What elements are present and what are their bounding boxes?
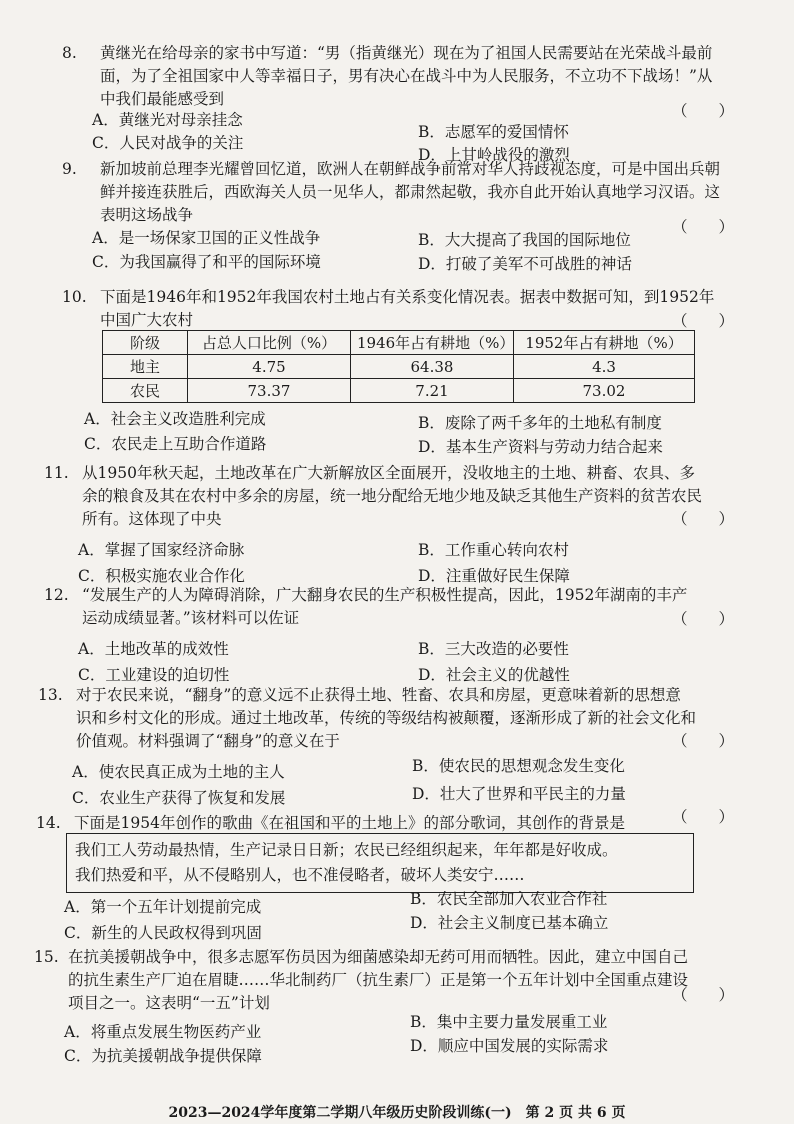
question-stem: 在抗美援朝战争中，很多志愿军伤员因为细菌感染却无药可用而牺牲。因此，建立中国自己 的抗生素生产厂迫在眉睫……华北制药厂（抗生素厂）正是第一个五年计划中全国重点建设 项目之一。这表明“一五”计划 xyxy=(68,948,689,1012)
option-b[interactable]: B．工作重心转向农村 xyxy=(418,541,569,559)
options xyxy=(64,111,744,164)
answer-blank[interactable]: （ ） xyxy=(671,732,734,750)
question-stem: “发展生产的人为障碍消除，广大翻身农民的生产积极性提高，因此，1952年湖南的丰产 运动成绩显著。”该材料可以佐证 xyxy=(82,586,688,627)
question-number: 12. xyxy=(44,586,69,604)
options xyxy=(64,753,744,807)
table-header: 1946年占有耕地（%） xyxy=(351,331,514,355)
option-b[interactable]: B．志愿军的爱国情怀 xyxy=(418,123,569,141)
option-a[interactable]: A．土地改革的成效性 xyxy=(78,640,229,658)
option-d[interactable]: D．壮大了世界和平民主的力量 xyxy=(412,785,626,803)
question-11 xyxy=(44,462,744,585)
option-c[interactable]: C．为我国赢得了和平的国际环境 xyxy=(92,253,321,271)
table-cell: 64.38 xyxy=(351,355,514,379)
question-8 xyxy=(62,42,744,164)
options xyxy=(64,890,744,948)
question-stem: 从1950年秋天起，土地改革在广大新解放区全面展开，没收地主的土地、耕畜、农具、多 余的粮食及其在农村中多余的房屋，统一地分配给无地少地及缺乏其他生产资料的贫苦农民 所有。这体现了中央 xyxy=(82,464,703,528)
question-13 xyxy=(38,684,744,807)
question-stem: 对于农民来说，“翻身”的意义远不止获得土地、牲畜、农具和房屋，更意味着新的思想意 识和乡村文化的形成。通过土地改革，传统的等级结构被颠覆，逐渐形成了新的社会文化和 价值观。材料强调了“翻身”的意义在于 xyxy=(76,686,697,750)
table-cell: 农民 xyxy=(103,379,188,403)
option-a[interactable]: A．社会主义改造胜利完成 xyxy=(84,410,266,428)
question-14 xyxy=(36,808,744,835)
option-c[interactable]: C．农业生产获得了恢复和发展 xyxy=(72,789,286,807)
question-14-options xyxy=(64,890,744,948)
question-number: 15. xyxy=(34,948,59,966)
question-number: 11. xyxy=(44,464,69,482)
option-d[interactable]: D．社会主义制度已基本确立 xyxy=(410,914,609,932)
table-header: 1952年占有耕地（%） xyxy=(514,331,695,355)
option-b[interactable]: B．三大改造的必要性 xyxy=(418,640,569,658)
question-10-options xyxy=(64,408,744,456)
question-9 xyxy=(64,158,744,275)
options xyxy=(64,531,744,585)
option-b[interactable]: B．集中主要力量发展重工业 xyxy=(410,1013,608,1031)
option-a[interactable]: A．将重点发展生物医药产业 xyxy=(64,1023,262,1041)
page-footer: 2023—2024学年度第二学期八年级历史阶段训练(一) 第 2 页 共 6 页 xyxy=(168,1105,626,1121)
option-a[interactable]: A．掌握了国家经济命脉 xyxy=(78,541,245,559)
question-number: 9. xyxy=(62,160,77,178)
question-10 xyxy=(64,286,744,332)
table-cell: 4.3 xyxy=(514,355,695,379)
option-c[interactable]: C．工业建设的迫切性 xyxy=(78,666,230,684)
option-c[interactable]: C．人民对战争的关注 xyxy=(92,134,244,152)
answer-blank[interactable]: （ ） xyxy=(671,510,734,528)
option-a[interactable]: A．黄继光对母亲挂念 xyxy=(92,111,243,129)
question-15 xyxy=(34,946,744,1069)
table-cell: 73.37 xyxy=(188,379,351,403)
option-d[interactable]: D．注重做好民生保障 xyxy=(418,567,570,585)
table-cell: 73.02 xyxy=(514,379,695,403)
answer-blank[interactable]: （ ） xyxy=(671,218,734,236)
land-ownership-table xyxy=(102,330,695,403)
table-header: 阶级 xyxy=(103,331,188,355)
table-row xyxy=(103,355,695,379)
answer-blank[interactable]: （ ） xyxy=(671,610,734,628)
table-row xyxy=(103,379,695,403)
table-cell: 4.75 xyxy=(188,355,351,379)
option-c[interactable]: C．农民走上互助合作道路 xyxy=(84,435,267,453)
table-header-row xyxy=(103,331,695,355)
answer-blank[interactable]: （ ） xyxy=(671,808,734,826)
lyric-line: 我们工人劳动最热情，生产记录日日新；农民已经组织起来，年年都是好收成。 xyxy=(75,841,618,859)
question-number: 8. xyxy=(62,44,77,62)
answer-blank[interactable]: （ ） xyxy=(671,312,734,330)
table-cell: 7.21 xyxy=(351,379,514,403)
option-d[interactable]: D．基本生产资料与劳动力结合起来 xyxy=(418,438,663,456)
lyric-line: 我们热爱和平，从不侵略别人，也不准侵略者，破坏人类安宁…… xyxy=(75,866,525,884)
question-number: 14. xyxy=(36,814,61,832)
option-d[interactable]: D．上甘岭战役的激烈 xyxy=(418,146,570,164)
option-a[interactable]: A．使农民真正成为土地的主人 xyxy=(72,763,285,781)
question-number: 10. xyxy=(62,288,87,306)
question-number: 13. xyxy=(38,686,63,704)
option-b[interactable]: B．废除了两千多年的土地私有制度 xyxy=(418,414,662,432)
option-b[interactable]: B．大大提高了我国的国际地位 xyxy=(418,231,631,249)
option-c[interactable]: C．新生的人民政权得到巩固 xyxy=(64,924,262,942)
option-d[interactable]: D．打破了美军不可战胜的神话 xyxy=(418,255,632,273)
table-header: 占总人口比例（%） xyxy=(188,331,351,355)
answer-blank[interactable]: （ ） xyxy=(671,102,734,120)
options xyxy=(64,1015,744,1069)
option-a[interactable]: A．是一场保家卫国的正义性战争 xyxy=(92,229,321,247)
option-b[interactable]: B．使农民的思想观念发生变化 xyxy=(412,757,625,775)
question-12 xyxy=(44,584,744,684)
options xyxy=(64,408,744,456)
option-c[interactable]: C．积极实施农业合作化 xyxy=(78,567,245,585)
question-stem: 黄继光在给母亲的家书中写道：“男（指黄继光）现在为了祖国人民需要站在光荣战斗最前 面，为了全祖国家中人等幸福日子，男有决心在战斗中为人民服务，不立功不下战场！”从 中我们最能感受到 xyxy=(100,44,713,108)
question-stem: 新加坡前总理李光耀曾回忆道，欧洲人在朝鲜战争前常对华人持歧视态度，可是中国出兵朝 鲜并接连获胜后，西欧海关人员一见华人，都肃然起敬，我亦自此开始认真地学习汉语。这 表明这场战争 xyxy=(100,160,721,224)
option-c[interactable]: C．为抗美援朝战争提供保障 xyxy=(64,1047,262,1065)
options xyxy=(64,227,744,275)
question-stem: 下面是1954年创作的歌曲《在祖国和平的土地上》的部分歌词，其创作的背景是 xyxy=(74,814,625,832)
answer-blank[interactable]: （ ） xyxy=(671,986,734,1004)
option-d[interactable]: D．社会主义的优越性 xyxy=(418,666,570,684)
option-a[interactable]: A．第一个五年计划提前完成 xyxy=(64,898,262,916)
option-d[interactable]: D．顺应中国发展的实际需求 xyxy=(410,1037,609,1055)
lyrics-box xyxy=(66,833,694,893)
option-b[interactable]: B．农民全部加入农业合作社 xyxy=(410,890,608,908)
options xyxy=(64,630,744,684)
table-cell: 地主 xyxy=(103,355,188,379)
question-stem: 下面是1946年和1952年我国农村土地占有关系变化情况表。据表中数据可知，到1952年 中国广大农村 xyxy=(100,288,715,329)
